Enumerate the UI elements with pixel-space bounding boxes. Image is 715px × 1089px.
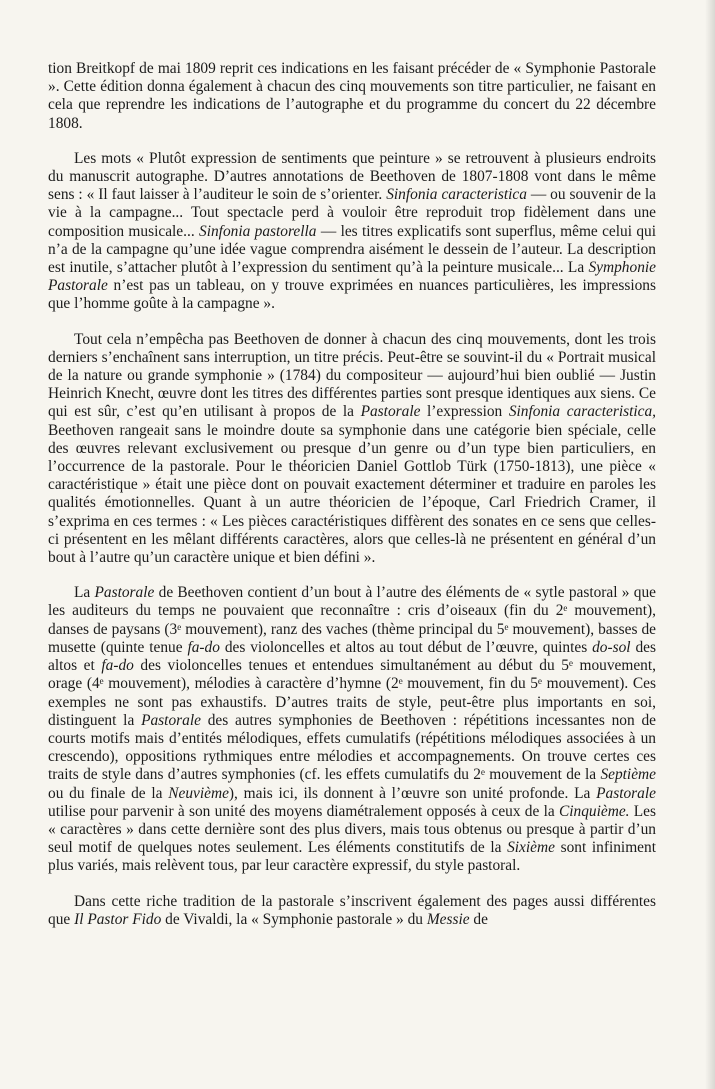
italic-text: Sinfonia caracteristica,	[508, 403, 657, 421]
body-text	[48, 60, 656, 929]
text-run: ou du finale de la	[48, 784, 169, 802]
italic-text: do-sol	[592, 638, 631, 656]
italic-text: Neuvième	[168, 784, 229, 802]
paragraph	[48, 60, 656, 133]
text-run: des violoncelles et altos au tout début de l’œuvre, quintes	[219, 638, 593, 656]
text-run: Les « caractères » dans cette dernière sont des plus divers, mais tous obtenus ou presque à partir d’un seul motif de quelques notes seulement. Les éléments constitutifs de la	[48, 802, 656, 857]
italic-text: Pastorale	[94, 584, 155, 602]
italic-text: Pastorale	[141, 711, 201, 729]
paragraph	[48, 893, 656, 929]
italic-text: Sinfonia pastorella	[199, 222, 317, 240]
text-run: de Beethoven contient d’un bout à l’autre des éléments de « sytle pastoral » que les auditeurs du temps ne pouvaient que reconnaître : cris d’oiseaux (fin du 2ᵉ mouvement), danses de paysans (3ᵉ mouvement), ranz des vaches (thème principal du 5ᵉ mouvement), basses de musette (quinte tenue	[48, 584, 656, 656]
italic-text: fa-do	[187, 638, 220, 656]
italic-text: Sinfonia caracteristica	[386, 186, 527, 204]
text-run: de	[469, 910, 488, 928]
text-run: des autres symphonies de Beethoven : répétitions incessantes non de courts motifs mais d’entités mélodiques, effets cumulatifs (répétitions mélodiques associées à un crescendo), oppositions rythmiques entre mélodies et accompagnements. On trouve certes ces traits de style dans d’autres symphonies (cf. les effets cumulatifs du 2ᵉ mouvement de la	[48, 711, 656, 784]
text-run: utilise pour parvenir à son unité des moyens diamétralement opposés à ceux de la	[48, 802, 559, 820]
text-run: Tout cela n’empêcha pas Beethoven de donner à chacun des cinq mouvements, dont les trois derniers s’enchaînent sans interruption, un titre précis. Peut-être se souvint-il du « Portrait musical de la nature ou grande symphonie » (1784) du compositeur — aujourd’hui bien oublié — Justin Heinrich Knecht, œuvre dont les titres des différentes parties sont presque identiques aux siens. Ce qui est sûr, c’est qu’en utilisant à propos de la	[48, 330, 656, 421]
italic-text: Pastorale	[596, 784, 656, 802]
text-run: sont infiniment plus variés, mais relèvent tous, par leur caractère expressif, du style pastoral.	[48, 839, 656, 875]
italic-text: Sixième	[507, 839, 555, 857]
text-run: Les mots « Plutôt expression de sentiments que peinture » se retrouvent à plusieurs endroits du manuscrit autographe. D’autres annotations de Beethoven de 1807-1808 vont dans le même sens : « Il faut laisser à l’auditeur le soin de s’orienter.	[48, 149, 656, 204]
italic-text: Symphonie Pastorale	[48, 259, 656, 295]
text-run: l’expression	[420, 403, 509, 421]
text-run: — ou souvenir de la vie à la campagne... Tout spectacle perd à vouloir être reproduit trop fidèlement dans une composition musicale...	[48, 186, 656, 240]
text-run: ), mais ici, ils donnent à l’œuvre son unité profonde. La	[228, 784, 597, 802]
italic-text: Pastorale	[360, 403, 421, 421]
text-run: n’est pas un tableau, on y trouve exprimées en nuances particulières, les impressions que l’homme goûte à la campagne ».	[48, 277, 656, 313]
text-run: La	[74, 584, 95, 602]
paragraph	[48, 331, 656, 568]
text-run: des altos et	[48, 638, 656, 675]
page-spine-shadow	[705, 0, 715, 1089]
text-run: de Vivaldi, la « Symphonie pastorale » du	[161, 910, 427, 928]
paragraph	[48, 584, 656, 875]
paragraph	[48, 150, 656, 314]
text-run: tion Breitkopf de mai 1809 reprit ces indications en les faisant précéder de « Symphonie Pastorale ». Cette édition donna également à chacun des cinq mouvements son titre particulier, ne faisant en cela que reprendre les indications de l’autographe et du programme du concert du 22 décembre 1808.	[48, 60, 656, 132]
italic-text: fa-do	[101, 657, 134, 675]
italic-text: Cinquième.	[558, 802, 630, 820]
italic-text: Messie	[426, 910, 470, 928]
italic-text: Il Pastor Fido	[74, 910, 162, 928]
text-run: Beethoven rangeait sans le moindre doute sa symphonie dans une catégorie bien spéciale, celle des œuvres relevant exclusivement ou presque d’un genre ou d’un type bien particuliers, en l’occurrence de la pastorale. Pour le théoricien Daniel Gottlob Türk (1750-1813), une pièce « caractéristique » était une pièce dont on pouvait exactement déterminer et traduire en paroles les qualités émotionnelles. Quant à un autre théoricien de l’époque, Carl Friedrich Cramer, il s’exprima en ces termes : « Les pièces caractéristiques diffèrent des sonates en ce sens que celles-ci présentent en les mêlant différents caractères, alors que celles-là ne présentent en général d’un bout à l’autre qu’un caractère unique et bien défini ».	[48, 421, 656, 567]
text-run: des violoncelles tenues et entendues simultanément au début du 5ᵉ mouvement, orage (4ᵉ mouvement), mélodies à caractère d’hymne (2ᵉ mouvement, fin du 5ᵉ mouvement). Ces exemples ne sont pas exhaustifs. D’autres traits de style, peut-être plus importants en soi, distinguent la	[48, 657, 656, 729]
italic-text: Septième	[600, 766, 656, 784]
text-run: — les titres explicatifs sont superflus, même celui qui n’a de la campagne qu’une idée vague comprendra aisément le dessein de l’auteur. La description est inutile, s’attacher plutôt à l’expression du sentiment qu’à la peinture musicale... La	[48, 222, 656, 277]
text-run: Dans cette riche tradition de la pastorale s’inscrivent également des pages aussi différentes que	[48, 892, 656, 928]
